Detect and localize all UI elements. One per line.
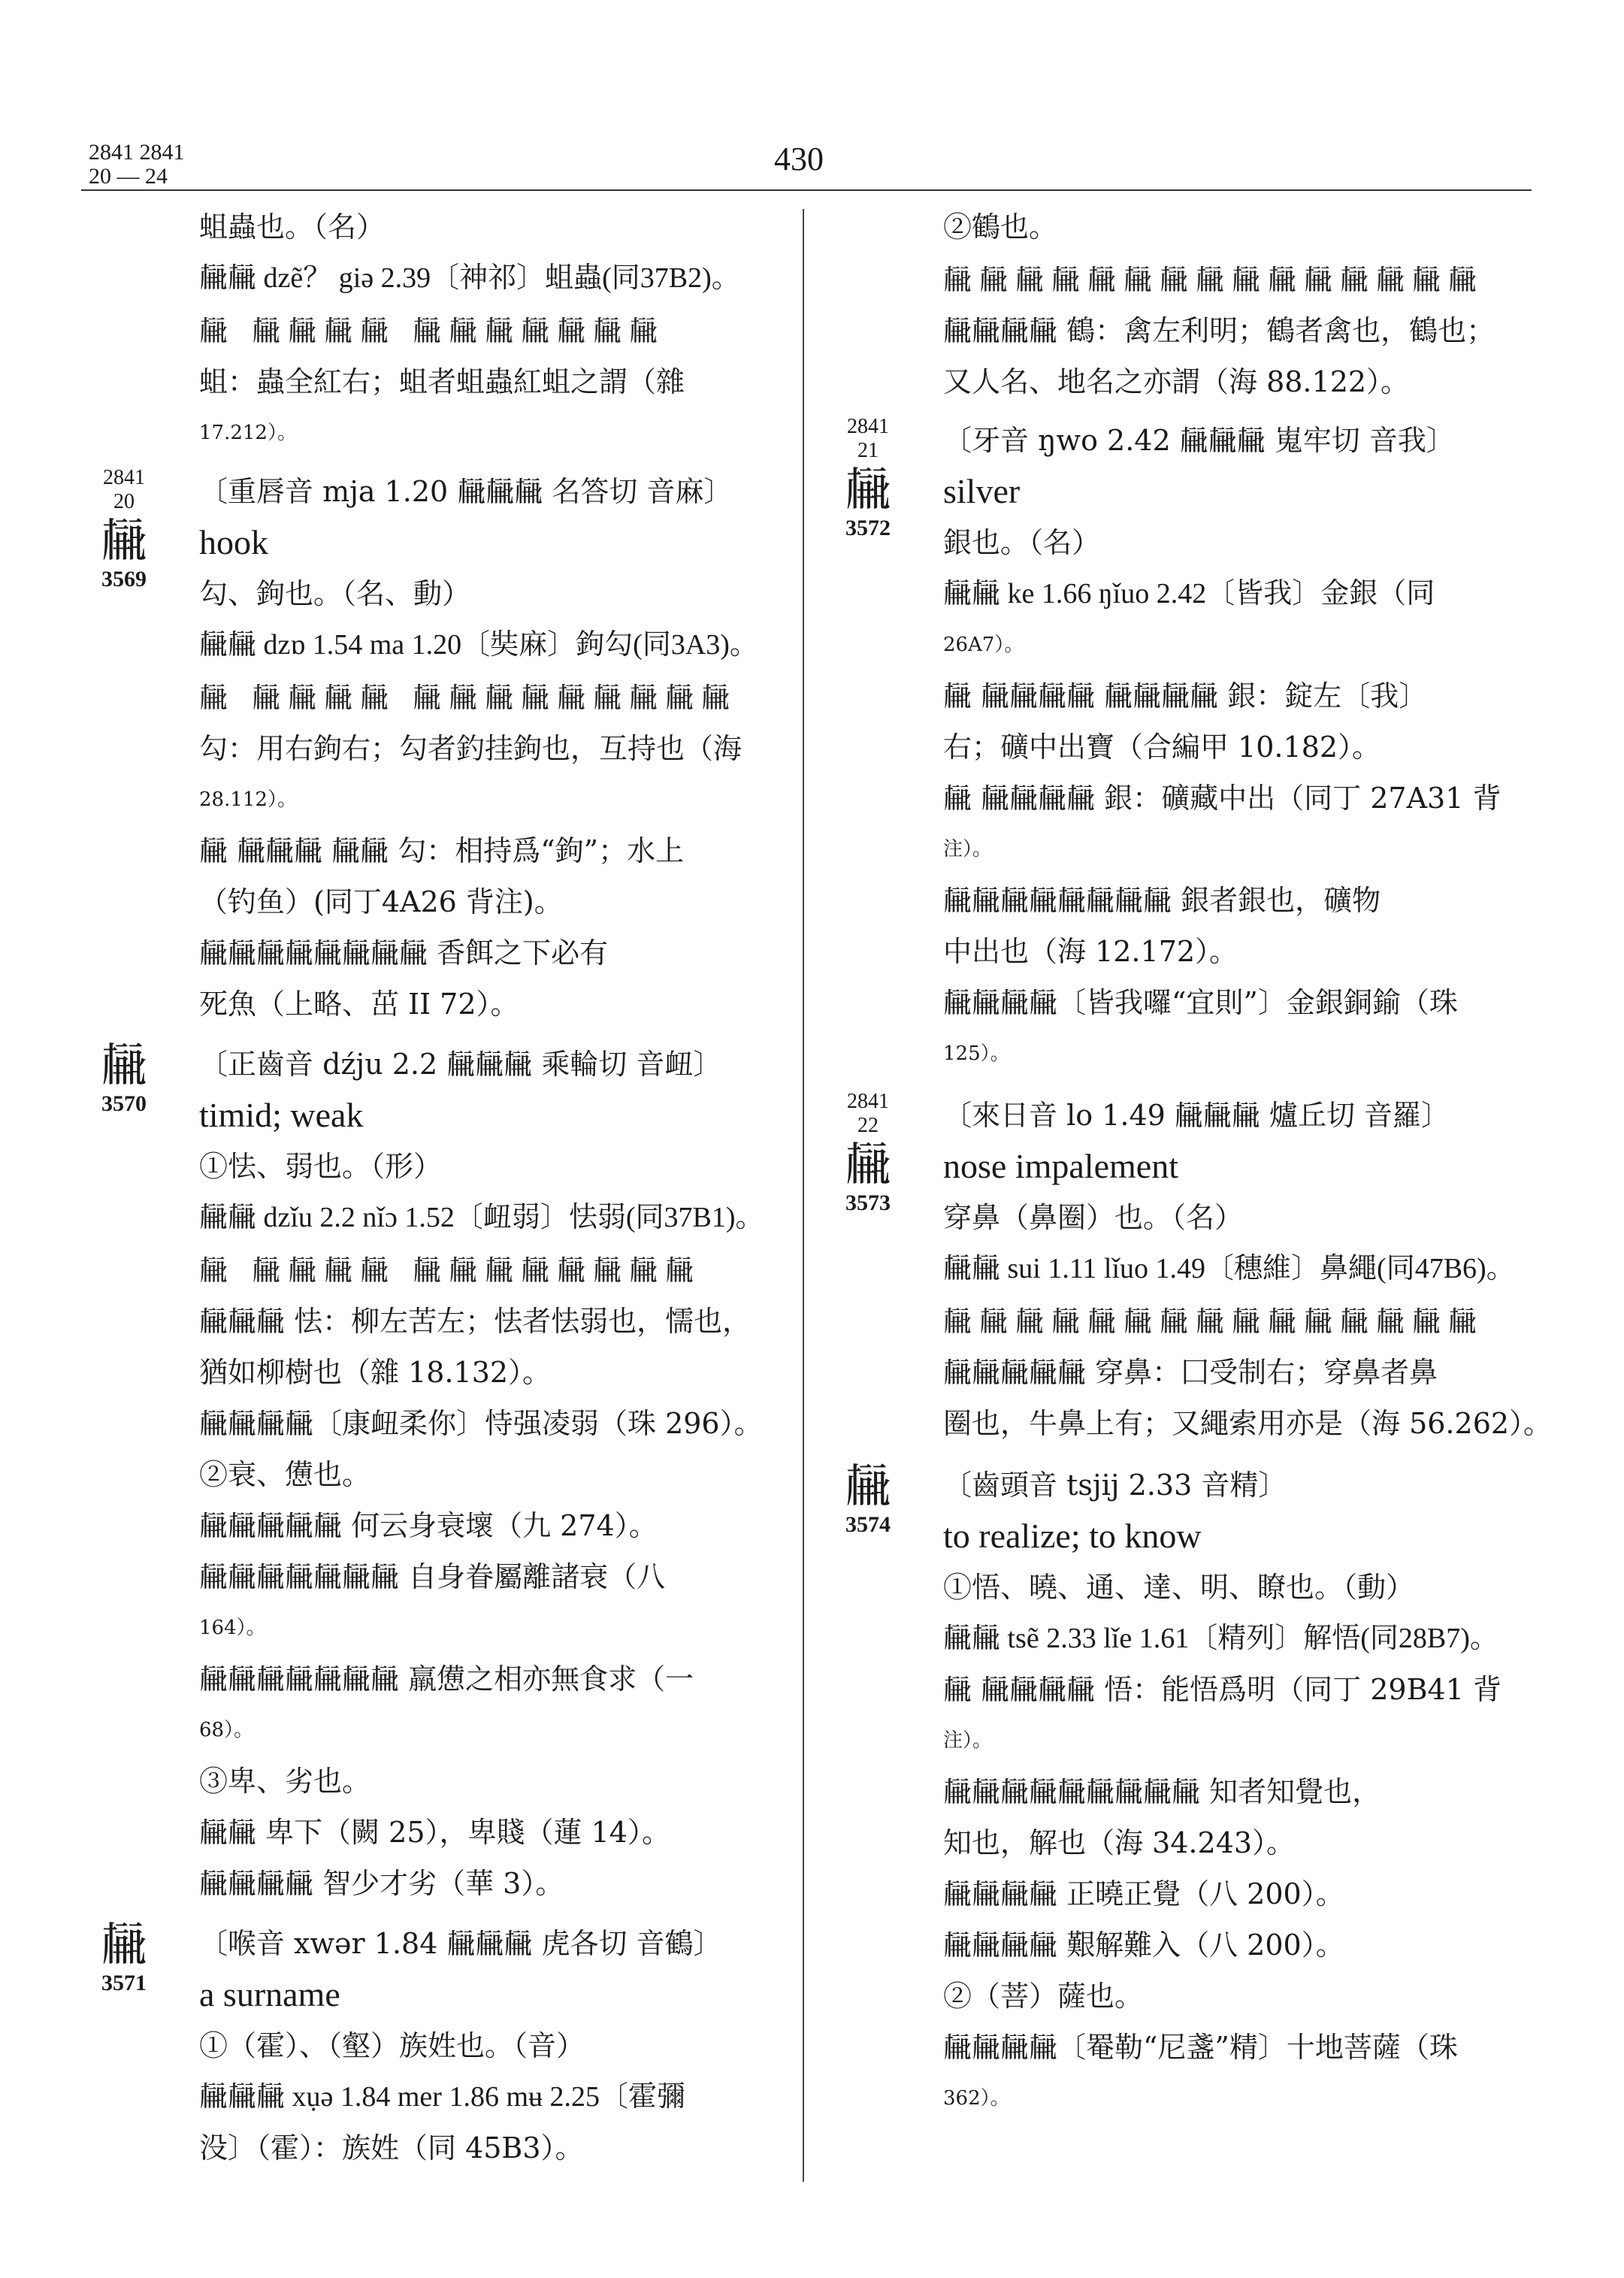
text-line: 125）。 (943, 1042, 1010, 1065)
text-line: 注）。 (943, 838, 993, 861)
entry-3570 (83, 1039, 797, 1909)
sense-heading: ②（菩）薩也。 (943, 1980, 1144, 2013)
text-line: 𗍳𗍳𗍳 xụə 1.84 mer 1.86 mʉ 2.25〔霍彌 (199, 2081, 686, 2113)
english-gloss: hook (199, 523, 268, 561)
text-line: 𗍳𗍳 dzǐu 2.2 nǐɔ 1.52〔衄弱〕怯弱(同37B1)。 (199, 1202, 764, 1233)
text-line: 又人名、地名之亦謂（海 88.122）。 (943, 365, 1410, 398)
text-line: 没〕（霍）：族姓（同 45B3）。 (199, 2131, 584, 2165)
pronunciation-line: 〔牙音 ŋwo 2.42 𗍳𗍳𗍳 嵬牢切 音我〕 (943, 424, 1455, 457)
entry-number: 3569 (101, 567, 147, 591)
left-column (83, 201, 797, 2174)
entry-number: 3570 (101, 1091, 147, 1116)
text-line: 𗍳𗍳𗍳𗍳𗍳𗍳𗍳𗍳 香餌之下必有 (199, 936, 609, 970)
entry-continued (83, 201, 797, 458)
sense-heading: ①悟、曉、通、達、明、瞭也。（動） (943, 1571, 1415, 1604)
tangut-text: 𗍳 𗍳𗍳𗍳𗍳 𗍳𗍳𗍳𗍳𗍳𗍳𗍳𗍳 (199, 1254, 702, 1287)
text-line: 𗍳𗍳 tsẽ 2.33 lǐe 1.61〔精列〕解悟(同28B7)。 (943, 1623, 1498, 1654)
entry-number: 3574 (845, 1512, 891, 1537)
text-line: 死魚（上略、茁 II 72）。 (199, 988, 519, 1021)
text-line: 164）。 (199, 1617, 266, 1639)
pronunciation-line: 〔重唇音 mja 1.20 𗍳𗍳𗍳 名答切 音麻〕 (199, 475, 733, 508)
text-line: ①怯、弱也。（形） (199, 1150, 443, 1183)
headword-glyph: 𗍳 (100, 1037, 147, 1092)
text-line: 𗍳𗍳𗍳𗍳𗍳 何云身衰壞（九 274）。 (199, 1509, 658, 1542)
text-line: 𗍳𗍳 sui 1.11 lǐuo 1.49〔穗維〕鼻繩(同47B6)。 (943, 1253, 1515, 1284)
text-line: 穿鼻（鼻圈）也。（名） (943, 1201, 1244, 1234)
text-line: 注）。 (943, 1729, 993, 1752)
sense-heading: ③卑、劣也。 (199, 1765, 371, 1798)
english-gloss: silver (943, 472, 1021, 510)
text-line: 𗍳𗍳 dzɒ 1.54 ma 1.20〔奘麻〕鉤勾(同3A3)。 (199, 629, 758, 661)
headword-glyph: 𗍳 (844, 461, 891, 516)
tangut-text: 𗍳 𗍳𗍳𗍳𗍳 𗍳𗍳𗍳𗍳𗍳𗍳𗍳 (199, 314, 666, 347)
text-line: 𗍳𗍳𗍳𗍳𗍳 穿鼻：囗受制右；穿鼻者鼻 (943, 1356, 1438, 1389)
headword-glyph: 𗍳 (844, 1458, 891, 1513)
text-line: 28.112）。 (199, 788, 297, 811)
text-line: 𗍳𗍳𗍳𗍳 智少才劣（華 3）。 (199, 1867, 564, 1900)
entry-number: 3571 (101, 1971, 147, 1995)
text-line: 知也，解也（海 34.243）。 (943, 1826, 1296, 1859)
pronunciation-line: 〔來日音 lo 1.49 𗍳𗍳𗍳 爐丘切 音羅〕 (943, 1099, 1450, 1132)
text-line: 17.212）。 (199, 422, 297, 444)
entry-subcode: 21 (857, 439, 879, 462)
header-entry-range: 2841 2841 (89, 140, 185, 165)
text-line: 𗍳𗍳𗍳𗍳 艱解難入（八 200）。 (943, 1929, 1344, 1962)
text-line: 蛆：蟲全紅右；蛆者蛆蟲紅蛆之謂（雜 (199, 365, 685, 398)
text-line: 𗍳𗍳𗍳𗍳𗍳𗍳𗍳 自身眷屬離諸衰（八 (199, 1560, 666, 1593)
text-line: 𗍳𗍳 dzẽ？ giə 2.39〔神祁〕蛆蟲(同37B2)。 (199, 262, 740, 294)
text-line: 圈也，牛鼻上有；又繩索用亦是（海 56.262）。 (943, 1407, 1553, 1440)
english-gloss: timid; weak (199, 1096, 364, 1134)
entry-number: 3572 (845, 516, 891, 540)
entry-code: 2841 (103, 466, 145, 489)
entry-3571 (83, 1918, 797, 2174)
sense-heading: ②鶴也。 (943, 210, 1058, 244)
entry-3572 (827, 415, 1541, 1079)
text-line: 銀也。（名） (943, 526, 1101, 559)
text-line: 𗍳𗍳𗍳𗍳𗍳𗍳𗍳𗍳 銀者銀也，礦物 (943, 884, 1381, 917)
text-line: 𗍳𗍳𗍳𗍳〔康衄柔你〕恃强凌弱（珠 296）。 (199, 1407, 763, 1440)
entry-continued (827, 201, 1541, 407)
entry-number: 3573 (845, 1190, 891, 1215)
text-line: 𗍳 𗍳𗍳𗍳𗍳 悟：能悟爲明（同丁 29B41 背 (943, 1673, 1502, 1706)
text-line: 𗍳𗍳 卑下（闕 25），卑賤（蓮 14）。 (199, 1816, 670, 1849)
tangut-text: 𗍳𗍳𗍳𗍳𗍳𗍳𗍳𗍳𗍳𗍳𗍳𗍳𗍳𗍳𗍳 (943, 263, 1485, 296)
text-line: 猶如柳樹也（雜 18.132）。 (199, 1356, 552, 1389)
text-line: 𗍳𗍳𗍳𗍳 鶴：禽左利明；鶴者禽也，鶴也； (943, 314, 1495, 347)
entry-subcode: 22 (857, 1114, 879, 1137)
english-gloss: to realize; to know (943, 1517, 1202, 1555)
text-line: 68）。 (199, 1719, 254, 1741)
text-line: 𗍳𗍳𗍳𗍳〔罨勒“尼盞”精〕十地菩薩（珠 (943, 2031, 1458, 2064)
text-line: 𗍳𗍳𗍳𗍳𗍳𗍳𗍳𗍳𗍳 知者知覺也， (943, 1775, 1381, 1808)
text-line: （钓鱼）(同丁4A26 背注)。 (199, 885, 563, 918)
headword-glyph: 𗍳 (844, 1136, 891, 1191)
pronunciation-line: 〔正齒音 dźju 2.2 𗍳𗍳𗍳 乘輪切 音衄〕 (199, 1048, 722, 1081)
text-line: 勾、鉤也。（名、動） (199, 577, 471, 610)
tangut-text: 𗍳𗍳𗍳𗍳𗍳𗍳𗍳𗍳𗍳𗍳𗍳𗍳𗍳𗍳𗍳 (943, 1305, 1485, 1338)
tangut-text: 𗍳 𗍳𗍳𗍳𗍳 𗍳𗍳𗍳𗍳𗍳𗍳𗍳𗍳𗍳 (199, 681, 738, 714)
text-line: ①（霍）、（壑）族姓也。（音） (199, 2029, 585, 2062)
header-rule (81, 189, 1532, 191)
entry-3574 (827, 1460, 1541, 2124)
right-column (827, 201, 1553, 2124)
english-gloss: a surname (199, 1975, 340, 2013)
text-line: 𗍳𗍳𗍳𗍳〔皆我囉“宜則”〕金銀銅鍮（珠 (943, 986, 1458, 1019)
entry-subcode: 20 (113, 490, 135, 513)
text-line: 𗍳𗍳 ke 1.66 ŋǐuo 2.42〔皆我〕金銀（同 (943, 578, 1435, 610)
page-number: 430 (774, 141, 824, 177)
sense-heading: ②衰、憊也。 (199, 1458, 371, 1491)
text-line: 𗍳 𗍳𗍳𗍳𗍳 𗍳𗍳𗍳𗍳 銀：錠左〔我〕 (943, 679, 1428, 712)
english-gloss: nose impalement (943, 1147, 1178, 1185)
text-line: 𗍳 𗍳𗍳𗍳 𗍳𗍳 勾：相持爲“鉤”；水上 (199, 834, 685, 867)
column-divider (803, 209, 804, 2182)
pronunciation-line: 〔齒頭音 tsjij 2.33 音精〕 (943, 1469, 1287, 1502)
headword-glyph: 𗍳 (100, 1916, 147, 1971)
pronunciation-line: 〔喉音 xwər 1.84 𗍳𗍳𗍳 虎各切 音鶴〕 (199, 1927, 722, 1960)
text-line: 𗍳 𗍳𗍳𗍳𗍳 銀：礦藏中出（同丁 27A31 背 (943, 782, 1502, 815)
text-line: 362）。 (943, 2087, 1010, 2110)
headword-glyph: 𗍳 (100, 513, 147, 567)
page-header (0, 0, 1624, 195)
text-line: 𗍳𗍳𗍳 怯：柳左苦左；怯者怯弱也，懦也， (199, 1305, 752, 1338)
entry-code: 2841 (847, 1090, 889, 1113)
text-line: 蛆蟲也。（名） (199, 210, 386, 244)
text-line: 中出也（海 12.172）。 (943, 935, 1238, 968)
text-line: 26A7）。 (943, 634, 1024, 656)
entry-code: 2841 (847, 415, 889, 438)
text-line: 勾：用右鉤右；勾者釣挂鉤也，互持也（海 (199, 732, 742, 765)
entry-3573 (827, 1090, 1553, 1449)
header-entry-subrange: 20 — 24 (89, 164, 168, 189)
text-line: 右；礦中出寶（合編甲 10.182）。 (943, 731, 1381, 764)
text-line: 𗍳𗍳𗍳𗍳𗍳𗍳𗍳 羸憊之相亦無食求（一 (199, 1662, 694, 1696)
entry-3569 (83, 466, 797, 1030)
text-line: 𗍳𗍳𗍳𗍳 正曉正覺（八 200）。 (943, 1877, 1344, 1910)
